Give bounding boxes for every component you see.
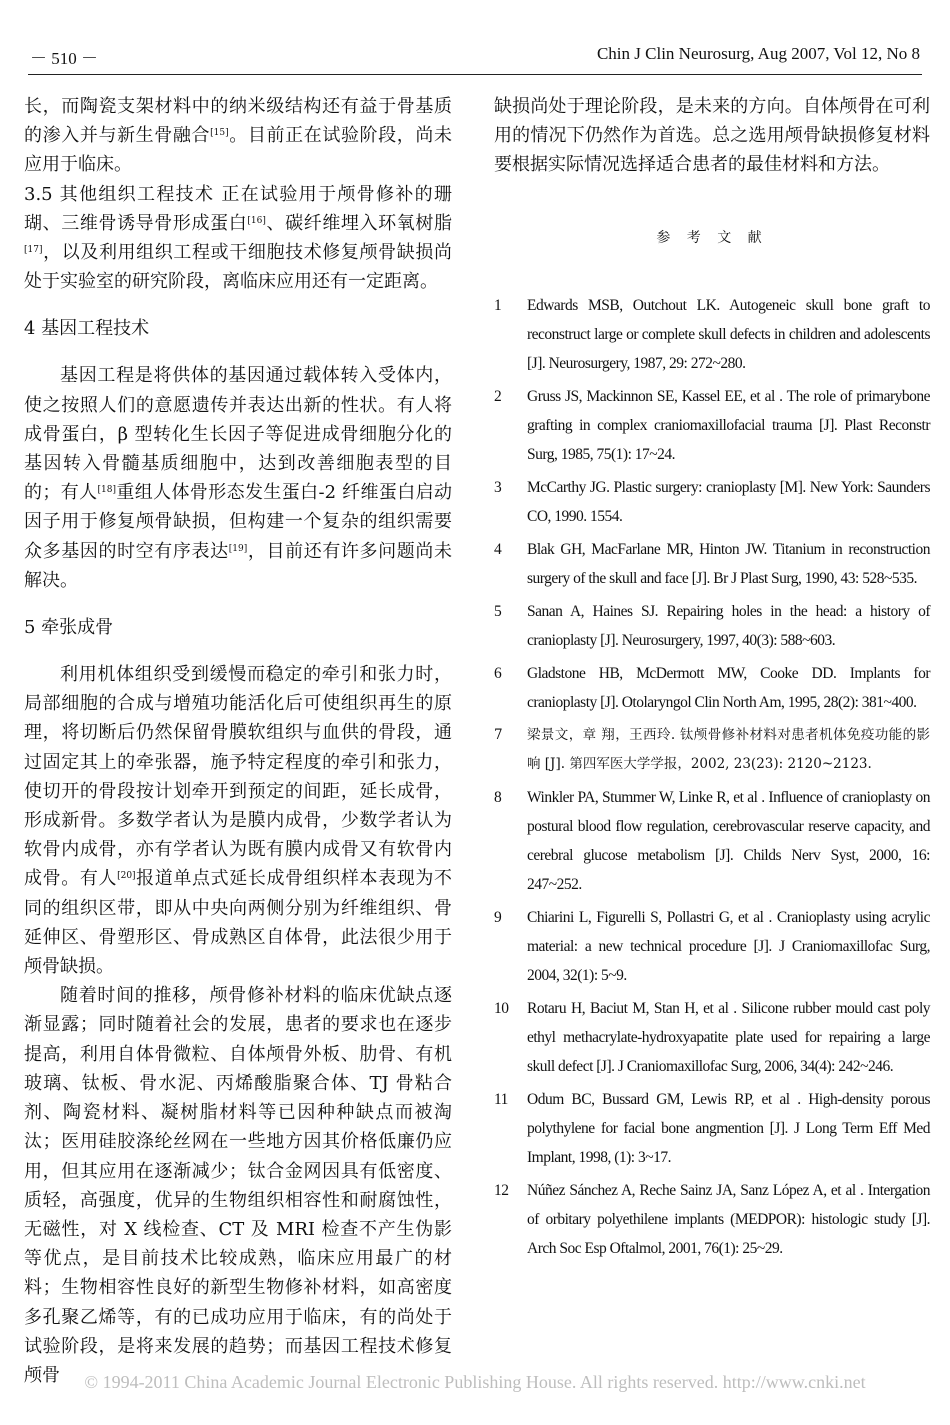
reference-item bbox=[494, 1085, 930, 1172]
reference-text: Blak GH, MacFarlane MR, Hinton JW. Titanium in reconstruction surgery of the skull and face [J]. Br J Plast Surg, 1990, 43: 528~535. bbox=[527, 540, 930, 587]
header-rule bbox=[28, 74, 922, 75]
reference-item bbox=[494, 291, 930, 378]
citation-19[interactable]: [19] bbox=[228, 543, 248, 554]
reference-item bbox=[494, 473, 930, 531]
reference-number: 8 bbox=[494, 788, 502, 806]
right-column bbox=[494, 92, 930, 1267]
reference-number: 2 bbox=[494, 387, 502, 405]
reference-item bbox=[494, 903, 930, 990]
page-number: － 510 － bbox=[30, 49, 98, 68]
summary-continued: 缺损尚处于理论阶段，是未来的方向。自体颅骨在可利用的情况下仍然作为首选。总之选用颅骨缺损修复材料要根据实际情况选择适合患者的最佳材料和方法。 bbox=[494, 96, 930, 176]
reference-text: Gruss JS, Mackinnon SE, Kassel EE, et al . The role of primarybone grafting in complex craniomaxillofacial trauma [J]. Plast Reconstr Surg, 1985, 75(1): 17~24. bbox=[527, 387, 930, 463]
reference-number: 12 bbox=[494, 1181, 509, 1199]
reference-item bbox=[494, 994, 930, 1081]
reference-text: Rotaru H, Baciut M, Stan H, et al . Silicone rubber mould cast poly ethyl methacrylate-hydroxyapatite plate used for repairing a large skull defect [J]. J Craniomaxillofac Surg, 2006, 34(4): 242~246. bbox=[527, 999, 930, 1075]
reference-number: 3 bbox=[494, 478, 502, 496]
reference-number: 10 bbox=[494, 999, 509, 1017]
reference-text: Gladstone HB, McDermott MW, Cooke DD. Implants for cranioplasty [J]. Otolaryngol Clin North Am, 1995, 28(2): 381~400. bbox=[527, 664, 930, 711]
reference-number: 5 bbox=[494, 602, 502, 620]
reference-item bbox=[494, 783, 930, 899]
reference-item bbox=[494, 721, 930, 779]
reference-text: Núñez Sánchez A, Reche Sainz JA, Sanz López A, et al . Intergation of orbitary polyethilene implants (MEDPOR): histologic study [J]. Arch Soc Esp Oftalmol, 2001, 76(1): 25~29. bbox=[527, 1181, 930, 1257]
reference-number: 6 bbox=[494, 664, 502, 682]
reference-list bbox=[494, 291, 930, 1263]
reference-item bbox=[494, 597, 930, 655]
paragraph-continued: 长，而陶瓷支架材料中的纳米级结构还有益于骨基质的渗入并与新生骨融合[15]。目前正在试验阶段，尚未应用于临床。 bbox=[24, 96, 453, 176]
reference-text: Sanan A, Haines SJ. Repairing holes in the head: a history of cranioplasty [J]. Neurosurgery, 1997, 40(3): 588~603. bbox=[527, 602, 930, 649]
running-header bbox=[30, 44, 920, 70]
reference-text: McCarthy JG. Plastic surgery: cranioplasty [M]. New York: Saunders CO, 1990. 1554. bbox=[527, 478, 930, 525]
reference-number: 11 bbox=[494, 1090, 508, 1108]
reference-item bbox=[494, 382, 930, 469]
reference-number: 9 bbox=[494, 908, 502, 926]
reference-text: Chiarini L, Figurelli S, Pollastri G, et al . Cranioplasty using acrylic material: a new technical procedure [J]. J Craniomaxillofac Surg, 2004, 32(1): 5~9. bbox=[527, 908, 930, 984]
reference-item bbox=[494, 1176, 930, 1263]
reference-text: Odum BC, Bussard GM, Lewis RP, et al . High-density porous polythylene for facial bone angmention [J]. J Long Term Eff Med Implant, 1998, (1): 3~17. bbox=[527, 1090, 930, 1166]
reference-text: 梁景文，章 翔，王西玲. 钛颅骨修补材料对患者机体免疫功能的影响 [J]. 第四军医大学学报，2002, 23(23): 2120~2123. bbox=[527, 726, 930, 772]
citation-15[interactable]: [15] bbox=[210, 128, 229, 139]
reference-number: 1 bbox=[494, 296, 502, 314]
journal-citation: Chin J Clin Neurosurg, Aug 2007, Vol 12, No 8 bbox=[596, 44, 920, 63]
section-3-5: 3.5 其他组织工程技术 正在试验用于颅骨修补的珊瑚、三维骨诱导骨形成蛋白[16]、碳纤维埋入环氧树脂[17]，以及利用组织工程或干细胞技术修复颅骨缺损尚处于实验室的研究阶段，离临床应用还有一定距离。 bbox=[24, 183, 453, 293]
section-5-paragraph: 利用机体组织受到缓慢而稳定的牵引和张力时，局部细胞的合成与增殖功能活化后可使组织再生的原理，将切断后仍然保留骨膜软组织与血供的骨段，通过固定其上的牵张器，施予特定程度的牵引和张力，使切开的骨段按计划牵开到预定的间距，延长成骨，形成新骨。多数学者认为是膜内成骨，少数学者认为软骨内成骨，亦有学者认为既有膜内成骨又有软骨内成骨。有人[20]报道单点式延长成骨组织样本表现为不同的组织区带，即从中央向两侧分别为纤维组织、骨延伸区、骨塑形区、骨成熟区自体骨，此法很少用于颅骨缺损。 bbox=[24, 664, 453, 978]
reference-item bbox=[494, 535, 930, 593]
reference-text: Winkler PA, Stummer W, Linke R, et al . Influence of cranioplasty on postural blood flow regulation, cerebrovascular reserve capacity, and cerebral glucose metabolism [J]. Childs Nerv Syst, 2000, 16: 247~252. bbox=[527, 788, 930, 893]
section-4-paragraph: 基因工程是将供体的基因通过载体转入受体内，使之按照人们的意愿遗传并表达出新的性状。有人将成骨蛋白，β 型转化生长因子等促进成骨细胞分化的基因转入骨髓基质细胞中，达到改善细胞表型的目的；有人[18]重组人体骨形态发生蛋白-2 纤维蛋白启动因子用于修复颅骨缺损，但构建一个复杂的组织需要众多基因的时空有序表达[19]，目前还有许多问题尚未解决。 bbox=[24, 365, 453, 591]
section-5-heading: 5 牵张成骨 bbox=[24, 617, 114, 639]
section-4-heading: 4 基因工程技术 bbox=[24, 318, 150, 340]
citation-20[interactable]: [20] bbox=[117, 871, 136, 882]
citation-17[interactable]: [17] bbox=[24, 245, 43, 256]
references-title: 参 考 文 献 bbox=[656, 229, 768, 246]
section-3-5-heading: 3.5 其他组织工程技术 bbox=[24, 183, 215, 205]
left-column bbox=[24, 92, 452, 1390]
citation-16[interactable]: [16] bbox=[247, 215, 266, 226]
reference-text: Edwards MSB, Outchout LK. Autogeneic skull bone graft to reconstruct large or complete skull defects in children and adolescents [J]. Neurosurgery, 1987, 29: 272~280. bbox=[527, 296, 930, 372]
summary-paragraph: 随着时间的推移，颅骨修补材料的临床优缺点逐渐显露；同时随着社会的发展，患者的要求也在逐步提高，利用自体骨微粒、自体颅骨外板、肋骨、有机玻璃、钛板、骨水泥、丙烯酸脂聚合体、TJ 骨粘合剂、陶瓷材料、凝树脂材料等已因种种缺点而被淘汰；医用硅胶涤纶丝网在一些地方因其价格低廉仍应用，但其应用在逐渐减少；钛合金网因具有低密度、质轻，高强度，优异的生物组织相容性和耐腐蚀性，无磁性，对 X 线检查、CT 及 MRI 检查不产生伪影等优点，是目前技术比较成熟，临床应用最广的材料；生物相容性良好的新型生物修补材料，如高密度多孔聚乙烯等，有的已成功应用于临床，有的尚处于试验阶段，是将来发展的趋势；而基因工程技术修复颅骨 bbox=[24, 985, 452, 1386]
copyright-footer: © 1994-2011 China Academic Journal Electronic Publishing House. All rights reserved. http://www.cnki.net bbox=[84, 1372, 866, 1392]
reference-item bbox=[494, 659, 930, 717]
reference-number: 4 bbox=[494, 540, 502, 558]
reference-number: 7 bbox=[494, 726, 503, 743]
citation-18[interactable]: [18] bbox=[97, 485, 116, 496]
